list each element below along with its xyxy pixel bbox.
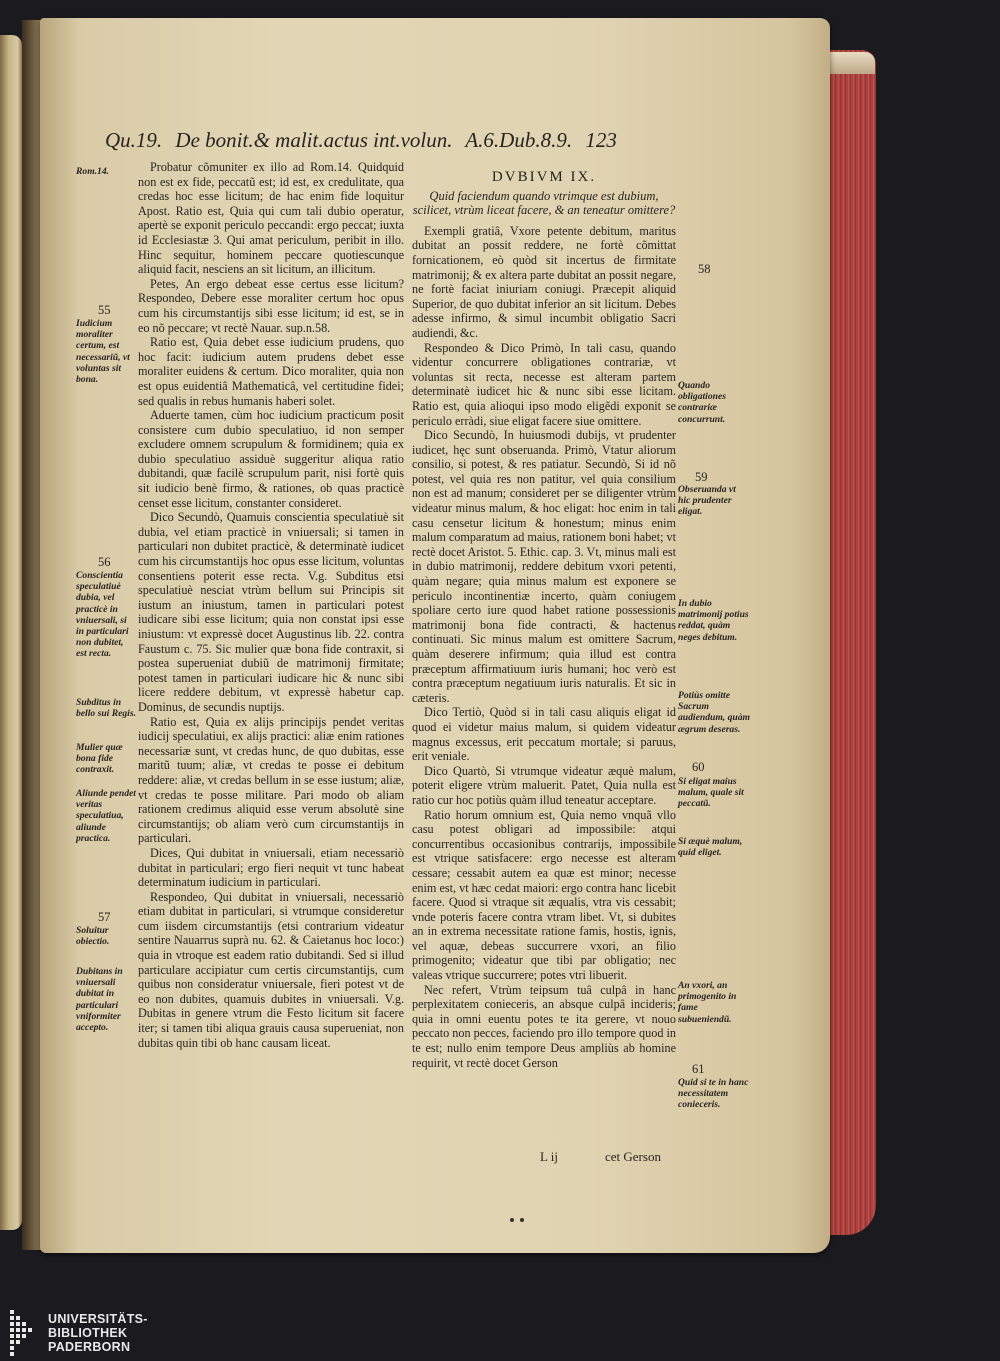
margin-note-sieligat: Si eligat maius malum, quale sit peccatũ.: [678, 776, 744, 810]
right-paragraph: Dico Secundò, In huiusmodi dubijs, vt prudenter iudicet, hęc sunt obseruanda. Primò, Vtatur aliorum consilio, si potest, & res patiatur. Secundò, Si id nõ potest, vel quia res non patitur, vel quia consilium non est ad manum; consideret per se diligenter vtrùm videatur minus malum, & hoc eligat: hoc enim in tali casu censetur licitum & honestum; minus enim malum comparatum ad maius, rationem boni habet; vt rectè docet Aristot. 5. Ethic. cap. 3. Vt, minus mali est in dubio matrimonij, reddere debitum vxori petenti, quàm negare; quia minus malum est exponere se periculo incontinentiæ incerto, quàm coniugem spoliare certo iure quod habet ratione possessionis matrimonij bona fide contracti, & hactenus continuati. Sic minus malum est omittere Sacrum, quàm deserere infirmum; quia illud est contra præceptum affirmatiuum iuris humani; hoc verò est contra præceptum negatiuum iuris naturalis. Et sic in cæteris.: [412, 428, 676, 705]
catchword: cet Gerson: [605, 1149, 661, 1164]
library-line-3: PADERBORN: [48, 1340, 131, 1354]
left-paragraph: Dices, Qui dubitat in vniuersali, etiam necessariò dubitat in particulari; ergo fieri nequit vt tunc habeat determinatum iudicium in particulari.: [138, 845, 404, 890]
right-paragraph: Exempli gratiâ, Vxore petente debitum, maritus dubitat an possit reddere, ne fortè cõmittat fornicationem, eò quòd sit incertus de firmitate matrimonij; & ex altera parte dubitat an possit negare, ne fortè faciat iniuriam coniugi. Præcepit aliquid Superior, de quo dubitat inferior an sit licitum. Debes adesse infirmo, & simul incumbit obligatio Sacri audiendi, &c.: [412, 223, 676, 340]
left-paragraph: Respondeo, Qui dubitat in vniuersali, necessariò etiam dubitat in particulari, si vtrumque consideretur cum iisdem circumstantijs (etsi contrarium videatur sentire Nauarrus suprà nu. 62. & Caietanus hoc loco:) quia in vtroque est eadem ratio dubitandi. Sed si illud particulare accipiatur cum certis circumstantijs, cum quibus non consideratur vniuersale, fieri potest vt de eo non dubites, quamuis dubites in vniuersali. V.g. Dubitas in genere vtrum die Festo licitum sit facere iter; si tamen tibi aliqua grauis causa superueniat, non dubitas quin tibi ob hanc causam liceat.: [138, 889, 404, 1050]
header-question: Qu.19.: [105, 128, 163, 152]
ink-smudge: [510, 1218, 514, 1222]
margin-note-quidsi: Quid si te in hanc necessitatem conieceris.: [678, 1077, 749, 1111]
margin-note-57: Soluitur obiectio.: [76, 925, 110, 948]
left-page-edge: [0, 35, 22, 1230]
left-paragraph: Aduerte tamen, cùm hoc iudicium practicum posit consistere cum dubio speculatiuo, id non semper excludere omnem scrupulum & formidinem; quia ex dubio speculatiuo assiduè suggeritur aliqua ratio dubitandi, quæ facilè scrupulum parit, nisi fortè quis sit iudicio benè firmo, & rationes, ob quas practicè censet esse licitum, constanter consideret.: [138, 408, 404, 510]
margin-note-observanda: Obseruanda vt hic prudenter eligat.: [678, 484, 736, 518]
margin-note-56: Conscientia speculatiuè dubia, vel practicè in vniuersali, si in particulari non dubitet, est recta.: [76, 570, 129, 660]
left-text-column: [138, 160, 404, 1050]
left-paragraph: Dico Secundò, Quamuis conscientia speculatiuè sit dubia, vel etiam practicè in vniuersali; si tamen in particulari non dubitet practicè, & determinatè iudicet cum his circumstantijs hoc opus esse licitum, voluntas consentiens poterit esse recta. V.g. Subditus etsi speculatiuè nesciat vtrùm bellum sui Principis sit iustum an iniustum, tamen in particulari potest iudicare sibi esse licitum; quia non constat ipsi esse iniustum: vt expressè docet Augustinus lib. 22. contra Faustum c. 75. Sic mulier quæ bona fide contraxit, si postea superueniat dubiũ de matrimonij firmitate; potest tamen in particulari iudicare hic & nunc sibi licere reddere debitum, vt expressè habetur cap. Dominus, de secundis nuptijs.: [138, 510, 404, 714]
left-paragraph: Ratio est, Quia debet esse iudicium prudens, quo hoc facit: iudicium autem prudens debet esse moraliter euidens & certum. Dico moraliter, quia non est opus euidentiâ Mathematicâ, vel certitudine fidei; sed qualis in rebus humanis haberi solet.: [138, 335, 404, 408]
ink-smudge: [520, 1218, 524, 1222]
left-paragraph: Ratio est, Quia ex alijs principijs pendet veritas iudicij speculatiui, ex alijs practici: aliæ enim rationes necessariæ sunt, vt credas hunc, de quo dubitas, esse maritũ tuum; aliæ, vt credas te posse ei debitum reddere: aliæ, vt credas bellum in se esse iustum; aliæ, vt credas te posse militare. Pari modo ob aliam rationem credimus aliquid esse verum absolutè sine circumstantijs; ob aliam verò cum circumstantijs in particulari.: [138, 714, 404, 846]
margin-note-mulier: Mulier quæ bona fide contraxit.: [76, 742, 123, 776]
header-title: De bonit.& malit.actus int.volun.: [175, 128, 453, 152]
library-logo: [10, 1310, 210, 1358]
page-edges-red: [822, 50, 876, 1235]
right-paragraph: Dico Tertiò, Quòd si in tali casu aliquis eligat id quod ei videtur maius malum, si quidem videatur magnus excessus, erit peccatum mortale; si paruus, erit veniale.: [412, 705, 676, 764]
library-line-2: BIBLIOTHEK: [48, 1326, 128, 1340]
margin-note-siaeque: Si æquè malum, quid eliget.: [678, 836, 743, 859]
right-paragraph: Ratio horum omnium est, Quia nemo vnquã vllo casu potest obligari ad impossibile: atqui concurrentibus occasionibus contrarijs, impossibile est vtrique satisfacere: ergo necesse est alteram cessare; cessabit autem ea quæ est minor; necesse enim est, vt hæc cedat maiori: ergo contra hanc licebit facere. Quod si vtraque sit æqualis, vtra vis cessabit; vnde poteris facere contra vtram libet. Vt, si dubites an in extrema necessitate ratione famis, hostis, ignis, vel aquæ, debeas succurrere vxori, an filio primogenito; videatur que tibi par obligatio; nec valeas vtrique succurrere; potes vtri libuerit.: [412, 807, 676, 983]
margin-note-anvxori: An vxori, an primogenito in fame subueniendũ.: [678, 980, 737, 1025]
margin-note-aliunde: Aliunde pendet veritas speculatiua, aliunde practica.: [76, 788, 136, 844]
page-number: 123: [585, 128, 617, 152]
margin-note-quando: Quando obligationes contrariæ concurrunt.: [678, 380, 726, 425]
right-paragraph: Nec refert, Vtrùm teipsum tuâ culpâ in hanc perplexitatem conieceris, an absque culpâ incideris; quia in omni euentu potes te ita gerere, vt nouo peccato non pecces, faciendo pro illo tempore quod in te est; nullo enim tempore Deus ampliùs ab homine requirit, vt rectè docet Gerson: [412, 982, 676, 1070]
header-article: A.6.Dub.8.9.: [465, 128, 573, 152]
section-number: 55: [98, 303, 111, 317]
section-number: 57: [98, 910, 111, 924]
right-paragraph: Dico Quartò, Si vtrumque videatur æquè malum, poterit eligere vtrùm maluerit. Patet, Quia nulla est ratio cur hoc potiùs quàm illud teneatur acceptare.: [412, 763, 676, 807]
margin-note-rom: Rom.14.: [76, 166, 110, 177]
signature-mark: L ij: [540, 1149, 558, 1164]
library-logo-icon: [10, 1310, 40, 1356]
library-name: [48, 1312, 148, 1354]
section-number: 59: [695, 470, 708, 484]
margin-note-potius: Potiùs omitte Sacrum audiendum, quàm ægrum deseras.: [678, 690, 750, 735]
left-paragraph: Petes, An ergo debeat esse certus esse licitum? Respondeo, Debere esse moraliter certum hoc opus cum his circumstantijs sibi esse licitum; id est, se in eo nõ peccare; vt rectè Nauar. sup.n.58.: [138, 276, 404, 335]
section-number: 61: [692, 1062, 705, 1076]
running-header: [105, 128, 785, 158]
right-text-column: [412, 160, 676, 1070]
dubium-question: Quid faciendum quando vtrimque est dubium, scilicet, vtrùm liceat facere, & an teneatur omittere?: [412, 188, 676, 218]
margin-note-dubitans: Dubitans in vniuersali dubitat in particulari vniformiter accepto.: [76, 966, 123, 1034]
dubium-heading: DVBIVM IX.: [491, 169, 597, 185]
right-paragraph: Respondeo & Dico Primò, In tali casu, quando videntur concurrere obligationes contrariæ, vt voluntas sit recta, necesse est alteram partem determinatè iudicet hic & nunc sibi esse licitam. Ratio est, quia alioqui ipso modo eligẽdi exponit se periculo erràdi, siue eligat facere siue omittere.: [412, 340, 676, 428]
margin-note-55: Iudicium moraliter certum, est necessariũ, vt voluntas sit bona.: [76, 318, 130, 386]
library-line-1: UNIVERSITÄTS-: [48, 1312, 148, 1326]
section-number: 58: [698, 262, 711, 276]
left-paragraph: Probatur cõmuniter ex illo ad Rom.14. Quidquid non est ex fide, peccatũ est; id est, ex credulitate, qua credas hoc esse licitum; de hac enim fide loquitur Apost. Ratio est, Quia qui cum tali dubio operatur, apertè se exponit periculo peccandi: ergo peccat; iuxta id Ecclesiastæ 3. Qui amat periculum, peribit in illo. Hinc sequitur, hominem peccare quotiescunque aliquid facit, nesciens an sit licitum, an illicitum.: [138, 160, 404, 277]
section-number: 56: [98, 555, 111, 569]
margin-note-indubio: In dubio matrimonij potius reddat, quàm neges debitum.: [678, 598, 749, 643]
margin-note-subditus: Subditus in bello sui Regis.: [76, 697, 136, 720]
section-number: 60: [692, 760, 705, 774]
